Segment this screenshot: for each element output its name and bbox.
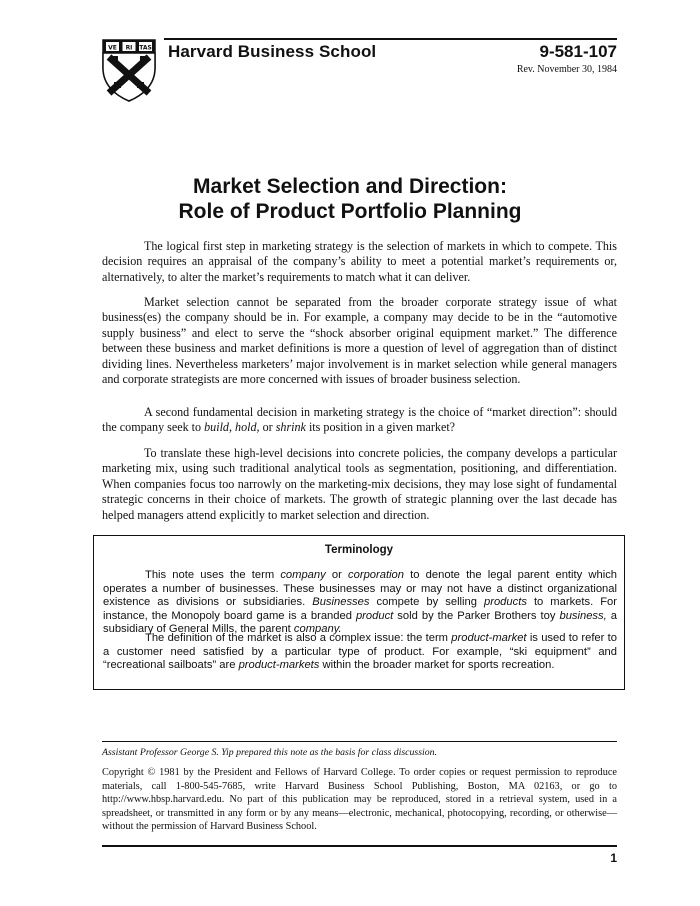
terminology-box xyxy=(93,535,625,690)
text-run: its position in a given market? xyxy=(305,420,456,435)
school-name: Harvard Business School xyxy=(168,42,377,61)
text-run: sold by the Parker Brothers toy xyxy=(393,609,560,622)
paragraph-text: To translate these high-level decisions into concrete policies, the company develops a particular marketing mix, using such traditional analytical tools as segmentation, positioning, and differentiation. When companies focus too narrowly on the marketing-mix decisions, they may lose sight of fundamental strategic concerns in their choice of markets. The growth of strategic planning over the last decade has helped managers attend explicitly to market selection and direction. xyxy=(102,446,617,522)
terminology-heading: Terminology xyxy=(324,544,394,556)
header-rule xyxy=(164,38,617,40)
emphasis-businesses: Businesses xyxy=(312,596,370,609)
emphasis-company: company xyxy=(280,569,326,581)
emphasis-products: products xyxy=(484,596,527,609)
shield-motto-3: TAS xyxy=(139,44,152,52)
text-run: or xyxy=(259,420,276,435)
emphasis-build: build, xyxy=(204,420,232,435)
emphasis-product-markets: product-markets xyxy=(238,659,320,672)
text-run: a subsidiary of General Mills, the parent xyxy=(103,609,617,636)
text-run: This note uses the term xyxy=(145,569,281,581)
copyright-notice: Copyright © 1981 by the President and Fellows of Harvard College. To order copies or request permission to reproduce materials, call 1-800-545-7685, write Harvard Business School Publishing, Boston, MA 02163, or go to http://www.hbsp.harvard.edu. No part of this publication may be reproduced, stored in a retrieval system, used in a spreadsheet, or transmitted in any form or by any means—electronic, mechanical, photocopying, recording, or otherwise—without the permission of Harvard Business School. xyxy=(102,767,617,833)
harvard-shield-logo xyxy=(101,38,157,102)
terminology-paragraph-1 xyxy=(103,569,617,637)
paragraph-text: The logical first step in marketing strategy is the selection of markets in which to compete. This decision requires an appraisal of the company’s ability to meet a potential market’s requirements or, alternatively, to alter the market’s requirements to match what it can deliver. xyxy=(102,239,617,284)
shield-motto-2: RI xyxy=(125,44,133,52)
body-paragraph-4 xyxy=(102,446,617,523)
footer-rule-top xyxy=(102,741,617,742)
emphasis-corporation: corporation xyxy=(348,569,405,581)
text-run: is used to refer to a customer need satisfied by a particular type of product. For example, “ski equipment” and “recreational sailboats” are xyxy=(103,632,617,672)
emphasis-hold: hold, xyxy=(235,420,260,435)
terminology-paragraph-2 xyxy=(103,632,617,673)
text-run: A second fundamental decision in marketing strategy is the choice of “market direction”: should the company seek to xyxy=(102,405,617,435)
body-paragraph-2 xyxy=(102,295,617,387)
revision-date: Rev. November 30, 1984 xyxy=(516,64,617,75)
emphasis-product-market: product-market xyxy=(451,632,527,644)
author-note: Assistant Professor George S. Yip prepared this note as the basis for class discussion. xyxy=(102,747,438,758)
shield-motto-1: VE xyxy=(108,44,117,52)
paragraph-text xyxy=(103,569,617,637)
emphasis-shrink: shrink xyxy=(275,420,306,435)
text-run: or xyxy=(325,569,349,581)
document-title-line-2: Role of Product Portfolio Planning xyxy=(178,200,522,223)
document-title-line-1: Market Selection and Direction: xyxy=(193,175,507,198)
text-run: The definition of the market is also a complex issue: the term xyxy=(145,632,452,644)
paragraph-text xyxy=(103,632,617,673)
text-run: to denote the legal parent entity which operates a number of businesses. These businesses may or may not have a distinct organizational existence as divisions or subsidiaries. xyxy=(103,569,618,609)
paragraph-text: Market selection cannot be separated from the broader corporate strategy issue of what business(es) the company should be in. For example, a company may decide to be in the “automotive supply business” and elect to serve the “shock absorber original equipment market.” The difference between these business and market definitions is more a question of level of aggregation than of distinct dividing lines. Nevertheless marketers’ major involvement is in market selection while general managers and corporate strategists are more concerned with issues of broader business selection. xyxy=(102,295,617,387)
body-paragraph-3 xyxy=(102,405,617,436)
body-paragraph-1 xyxy=(102,239,617,285)
emphasis-business: business, xyxy=(559,609,607,622)
emphasis-company: company. xyxy=(293,623,342,636)
text-run: to markets. For instance, the Monopoly board game is a branded xyxy=(103,596,617,622)
emphasis-product: product xyxy=(355,609,394,622)
text-run: compete by selling xyxy=(369,596,484,609)
footer-rule-bottom xyxy=(102,845,617,847)
paragraph-text xyxy=(102,405,617,436)
page-number: 1 xyxy=(610,851,617,865)
text-run: within the broader market for sports recreation. xyxy=(319,659,555,672)
case-number: 9-581-107 xyxy=(539,42,617,61)
